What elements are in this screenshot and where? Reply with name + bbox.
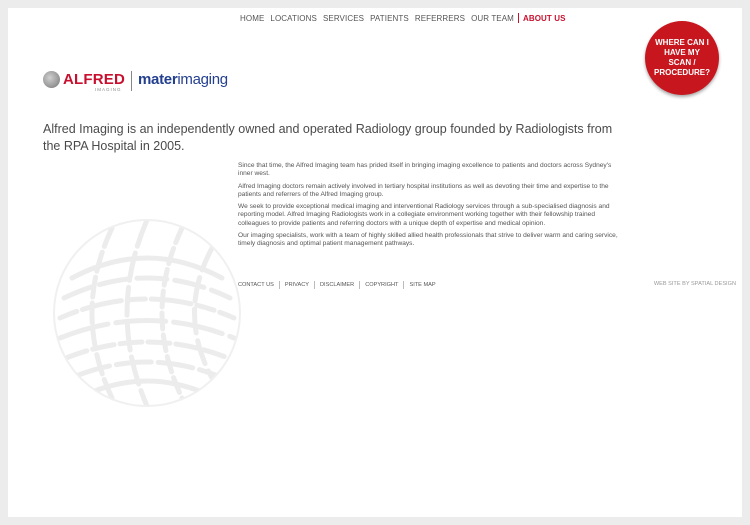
about-paragraph-3: We seek to provide exceptional medical imaging and interventional Radiology services through a sub-specialised diagnosis and reporting model. Alfred Imaging Radiologists work in a collegiate environment working together with their fellowship trained colleagues to provide patients and referring doctors with a unique depth of expertise and medical opinion. <box>238 203 610 227</box>
footer-contact-us[interactable]: CONTACT US <box>238 282 274 288</box>
about-paragraph-2: Alfred Imaging doctors remain actively involved in tertiary hospital institutions as well as devoting their time and expertise to the patients and referrers of the Alfred Imaging group. <box>238 182 609 198</box>
nav-home[interactable]: HOME <box>240 13 265 23</box>
nav-divider <box>518 13 519 23</box>
page-frame <box>8 8 742 517</box>
alfred-imaging-logo[interactable] <box>43 70 129 92</box>
where-scan-button[interactable] <box>645 21 719 95</box>
about-paragraph-4: Our imaging specialists, work with a team of highly skilled allied health professionals that strive to deliver warm and caring service, timely diagnosis and optimal patient management pathways. <box>238 232 618 248</box>
nav-services[interactable]: SERVICES <box>322 13 365 23</box>
globe-logo-icon <box>43 71 60 88</box>
about-paragraph-1: Since that time, the Alfred Imaging team has prided itself in bringing imaging excellence to patients and doctors across Sydney's inner west. <box>238 162 612 178</box>
alfred-logo-sub: IMAGING <box>95 87 122 92</box>
footer-links <box>237 281 441 289</box>
logo-divider <box>131 71 132 91</box>
mater-logo-light: imaging <box>177 71 228 88</box>
nav-our-team[interactable]: OUR TEAM <box>471 13 514 23</box>
nav-patients[interactable]: PATIENTS <box>370 13 409 23</box>
alfred-logo-word: ALFRED <box>63 71 126 88</box>
footer-disclaimer[interactable]: DISCLAIMER <box>320 282 355 288</box>
intro-heading: Alfred Imaging is an independently owned and operated Radiology group founded by Radiologists from the RPA Hospital in 2005. <box>43 122 613 153</box>
footer-site-map[interactable]: SITE MAP <box>409 282 436 288</box>
mater-logo-bold: mater <box>138 71 178 88</box>
site-credit-link[interactable]: WEB SITE BY SPATIAL DESIGN <box>653 281 736 287</box>
globe-watermark-icon <box>52 218 242 408</box>
nav-about-us[interactable]: ABOUT US <box>522 13 566 23</box>
nav-locations[interactable]: LOCATIONS <box>270 13 317 23</box>
main-nav <box>237 13 569 23</box>
where-scan-label: WHERE CAN I HAVE MY SCAN / PROCEDURE? <box>653 38 710 77</box>
mater-imaging-logo[interactable] <box>138 71 228 88</box>
nav-referrers[interactable]: REFERRERS <box>414 13 466 23</box>
about-body <box>238 162 624 253</box>
footer-privacy[interactable]: PRIVACY <box>284 282 309 288</box>
footer-copyright[interactable]: COPYRIGHT <box>365 282 399 288</box>
